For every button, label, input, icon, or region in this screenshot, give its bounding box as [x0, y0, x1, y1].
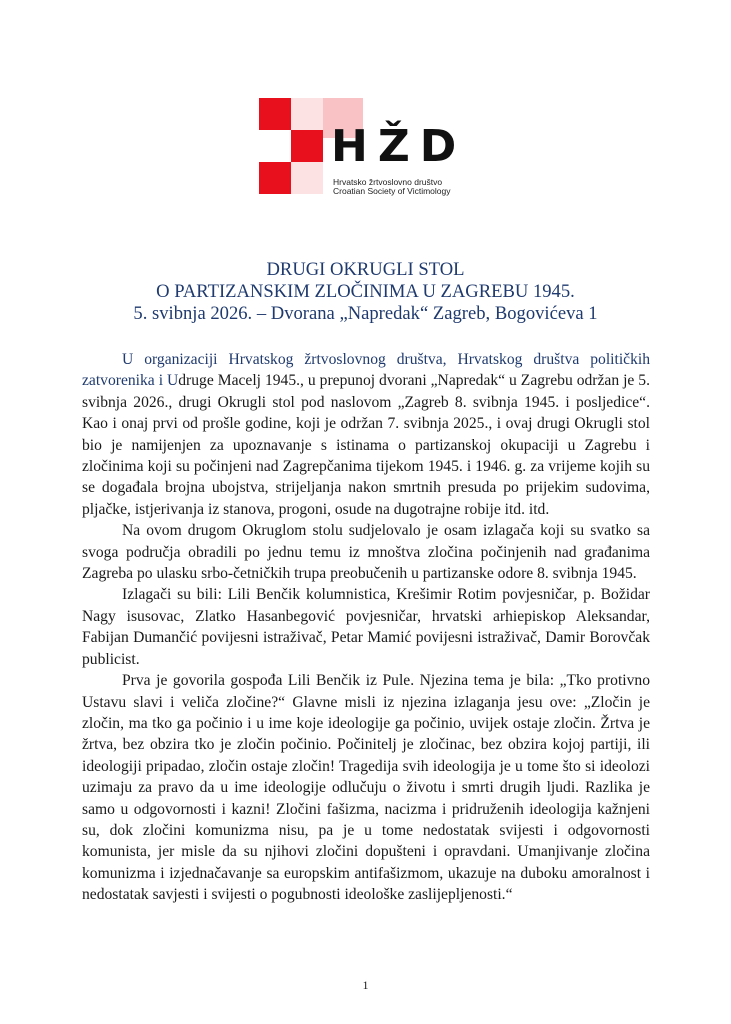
- paragraph-4: Prva je govorila gospođa Lili Benčik iz Pule. Njezina tema je bila: „Tko protivno Ustavu slavi i veliča zločine?“ Glavne misli iz njezina izlaganja jesu ove: „Zločin je zločin, ma tko ga počinio i u ime koje ideologije ga počinio, uvijek ostaje zločin. Žrtva je žrtva, bez obzira tko je zločin počinio. Počinitelj je zločinac, bez obzira kojoj partiji, ili ideologiji pripadao, zločin ostaje zločin! Tragedija svih ideologija je u tome što si ideolozi uzimaju za pravo da u ime ideologije odlučuju o životu i smrti drugih ljudi. Razlika je samo u odgovornosti i kazni! Zločini fašizma, nacizma i pridruženih ideologija kažnjeni su, dok zločini komunizma nisu, pa je u tome nedostatak svijesti i odgovornosti komunista, jer misle da su njihovi zločini dopušteni i opravdani. Umanjivanje zločina komunizma i izjednačavanje sa europskim antifašizmom, ukazuje na duboku amoralnost i nedostatak savjesti i svijesti o pogubnosti ideološke zaslijepljenosti.“: [82, 672, 650, 904]
- society-logo: [259, 98, 474, 210]
- title-line-1: DRUGI OKRUGLI STOL: [266, 259, 465, 280]
- logo-subtitle-en: Croatian Society of Victimology: [333, 186, 451, 196]
- organizers-link[interactable]: U organizaciji Hrvatskog žrtvoslovnog društva, Hrvatskog društva političkih zatvorenika i U: [82, 351, 650, 390]
- paragraph-3: Izlagači su bili: Lili Benčik kolumnistica, Krešimir Rotim povjesničar, p. Božidar Nagy isusovac, Zlatko Hasanbegović povjesničar, hrvatski arhiepiskop Aleksandar, Fabijan Dumančić povijesni istraživač, Petar Mamić povijesni istraživač, Damir Borovčak publicist.: [82, 586, 650, 668]
- logo-square: [291, 98, 323, 130]
- logo-square: [291, 130, 323, 162]
- logo-subtitle-hr: Hrvatsko žrtvoslovno društvo: [333, 177, 443, 187]
- page-number: 1: [362, 978, 369, 992]
- logo-square: [259, 162, 291, 194]
- title-line-3: 5. svibnja 2026. – Dvorana „Napredak“ Zagreb, Bogovićeva 1: [133, 303, 598, 324]
- paragraph-1-text: druge Macelj 1945., u prepunoj dvorani „Napredak“ u Zagrebu održan je 5. svibnja 2026., drugi Okrugli stol pod naslovom „Zagreb 8. svibnja 1945. i posljedice“. Kao i onaj prvi od prošle godine, koji je održan 7. svibnja 2025., i ovaj drugi Okrugli stol bio je namijenjen za upoznavanje s istinama o partizanskoj okupaciji u Zagrebu i zločinima koji su počinjeni nad Zagrepčanima tijekom 1945. i 1946. g. za vrijeme kojih su se događala brojna ubojstva, strijeljanja nakon smrtnih presuda po prijekim sudovima, pljačke, istjerivanja iz stanova, progoni, osude na dugotrajne robije itd. itd.: [82, 372, 650, 518]
- logo-square: [259, 98, 291, 130]
- article-body: [82, 349, 650, 906]
- logo-square: [291, 162, 323, 194]
- paragraph-1: [82, 349, 650, 520]
- paragraph-2: Na ovom drugom Okruglom stolu sudjelovalo je osam izlagača koji su svatko sa svoga područja obradili po jednu temu iz mnoštva zločina počinjenih nad građanima Zagreba po ulasku srbo-četničkih trupa preobučenih u partizanske odore 8. svibnja 1945.: [82, 522, 650, 583]
- title-line-2: O PARTIZANSKIM ZLOČINIMA U ZAGREBU 1945.: [156, 281, 575, 302]
- logo-wordmark: HŽD: [331, 121, 467, 172]
